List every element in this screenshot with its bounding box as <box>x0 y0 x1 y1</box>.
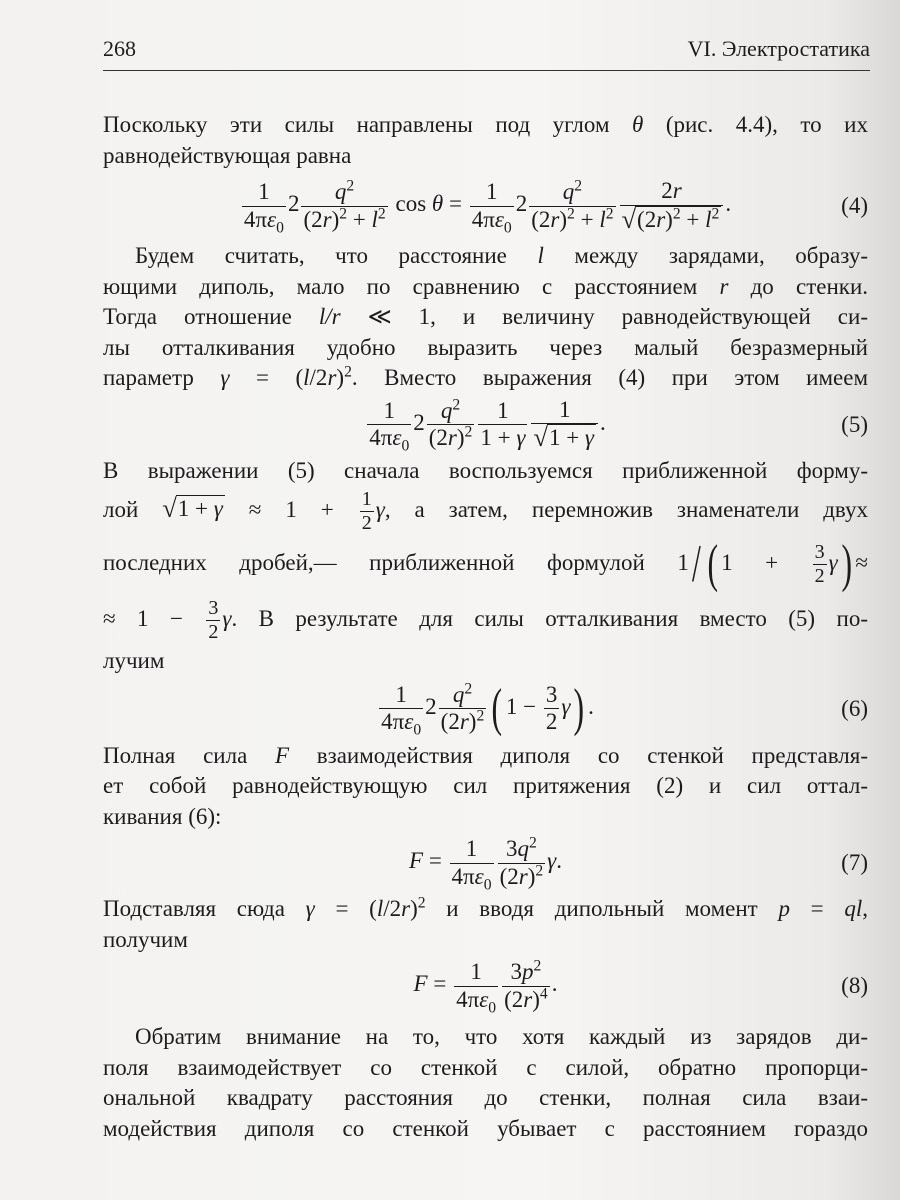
text-run: . <box>551 971 558 997</box>
math-symbol: θ <box>632 112 644 137</box>
subscript: 0 <box>483 876 492 894</box>
superscript: 2 <box>417 894 426 912</box>
text-run: cos <box>389 191 432 217</box>
numerator <box>451 679 474 708</box>
math-symbol: ε <box>404 709 414 734</box>
math-symbol: r <box>327 365 337 390</box>
page-number: 268 <box>103 36 136 61</box>
text-run: взаимодействия диполя со стенкой представля- <box>289 742 868 768</box>
subscript: 0 <box>503 219 512 237</box>
math-symbol: F <box>409 848 424 874</box>
superscript: 2 <box>377 204 386 222</box>
big-delimiter: / <box>691 535 701 594</box>
math-symbol: γ <box>213 496 223 521</box>
math-symbol: q <box>562 179 575 205</box>
text-run: 1 <box>395 681 407 707</box>
equation-7 <box>103 834 868 894</box>
math-symbol: r <box>447 425 457 450</box>
math-symbol: p <box>778 896 790 921</box>
text-run: 1 + <box>177 496 214 521</box>
text-run: . <box>725 191 732 217</box>
text-run: ет собой равнодействующую сил притяжения (2) и сил оттал- <box>103 773 868 798</box>
math-symbol: r <box>401 896 411 921</box>
radical-sign: √ <box>162 493 177 523</box>
math-symbol: q <box>517 836 529 862</box>
text-run: (2 <box>440 709 460 734</box>
math-symbol: γ <box>561 693 571 719</box>
text-run: (2 <box>637 206 657 232</box>
formula <box>409 834 562 894</box>
denominator <box>379 708 423 739</box>
denominator <box>367 424 411 455</box>
numerator <box>495 398 511 424</box>
denominator <box>439 708 487 735</box>
denominator <box>470 206 514 237</box>
text-run: между зарядами, образу- <box>543 243 868 268</box>
text-line <box>103 592 868 646</box>
text-run: 4π <box>471 206 495 232</box>
text-run: В выражении (5) сначала воспользуемся приближенной форму- <box>103 457 868 483</box>
radicand <box>176 495 225 521</box>
numerator <box>557 397 573 423</box>
square-root <box>621 203 722 234</box>
math-symbol: ε <box>494 206 504 232</box>
text-line <box>103 141 868 172</box>
text-run: 2 <box>661 178 673 204</box>
math-symbol: r <box>322 206 332 232</box>
text-run: Будем считать, что расстояние <box>135 243 538 268</box>
running-title: VI. Электростатика <box>687 36 870 61</box>
numerator <box>333 179 356 205</box>
denominator <box>301 206 387 233</box>
text-run: + <box>574 206 600 232</box>
text-run: ) <box>410 896 418 921</box>
text-run: ≈ <box>855 550 868 575</box>
text-line <box>103 925 868 956</box>
text-run: (рис. 4.4), то их <box>643 112 868 137</box>
text-run: 3 <box>814 541 825 564</box>
numerator <box>256 179 272 205</box>
subscript: 0 <box>413 721 422 739</box>
math-symbol: q <box>440 397 453 423</box>
text-run: 3 <box>208 597 219 620</box>
denominator <box>544 708 560 735</box>
text-run: (2 <box>303 206 323 232</box>
math-symbol: l <box>537 243 544 268</box>
paragraph <box>103 456 868 677</box>
big-delimiter: ( <box>707 535 718 594</box>
text-run: 3 <box>505 836 518 862</box>
text-run: ≈ 1 − <box>103 606 205 631</box>
numerator <box>468 959 484 985</box>
text-run: 2 <box>287 191 300 217</box>
numerator <box>484 179 500 205</box>
superscript: 2 <box>339 204 348 222</box>
text-run: . <box>588 693 594 719</box>
math-symbol: γ <box>375 497 385 522</box>
math-symbol: r <box>550 206 560 232</box>
fraction <box>470 179 514 237</box>
text-run: 1 <box>383 397 395 423</box>
math-symbol: q <box>334 179 347 205</box>
superscript: 2 <box>711 204 720 222</box>
math-symbol: r <box>672 178 682 204</box>
text-run: /2 <box>309 365 328 390</box>
radical-sign: √ <box>533 422 548 452</box>
fraction <box>379 681 423 739</box>
denominator <box>531 423 598 452</box>
fraction <box>813 541 827 588</box>
text-run: + <box>347 206 372 232</box>
math-symbol: ql <box>844 896 863 921</box>
text-run: 1 <box>470 959 482 985</box>
text-run: ≪ 1, и величину равнодействующей си- <box>340 304 868 329</box>
superscript: 2 <box>605 204 614 222</box>
text-run: (2 <box>531 206 551 232</box>
fraction <box>450 836 494 894</box>
text-run: лучим <box>103 648 165 673</box>
math-symbol: l/r <box>318 304 341 329</box>
denominator <box>498 863 546 890</box>
text-run: = ( <box>229 365 304 390</box>
math-symbol: r <box>518 863 528 889</box>
big-delimiter: ) <box>573 679 585 738</box>
text-run: , <box>862 896 868 921</box>
text-line <box>103 802 868 833</box>
paragraph <box>103 241 868 394</box>
math-symbol: θ <box>431 191 444 217</box>
text-line <box>103 302 868 333</box>
formula <box>413 957 558 1017</box>
superscript: 2 <box>464 679 473 697</box>
math-symbol: ε <box>267 206 277 232</box>
text-run: 4π <box>456 986 480 1012</box>
formula <box>240 177 732 237</box>
fraction <box>620 178 724 234</box>
text-line <box>103 1083 868 1114</box>
text-run: 1 <box>465 836 478 862</box>
math-symbol: ε <box>474 863 484 889</box>
text-run: 1 − <box>505 693 542 719</box>
text-line <box>103 771 868 802</box>
text-line <box>103 1053 868 1084</box>
text-run: . <box>600 409 606 435</box>
text-run: (2 <box>428 425 448 450</box>
numerator <box>508 959 543 985</box>
text-line <box>103 1022 868 1053</box>
text-run: ) <box>665 206 673 232</box>
text-run: 4π <box>243 206 268 232</box>
radicand <box>635 206 721 232</box>
text-run: = <box>427 971 453 997</box>
text-run: ) <box>468 709 477 734</box>
text-run: Обратим внимание на то, что хотя каждый из зарядов ди- <box>135 1024 868 1049</box>
math-symbol: γ <box>516 425 526 450</box>
text-run: Подставляя сюда <box>103 896 306 921</box>
text-run: 3 <box>510 959 522 985</box>
fraction <box>206 597 220 644</box>
fraction <box>478 398 527 452</box>
numerator <box>381 398 397 424</box>
text-run: 2 <box>814 565 825 588</box>
text-run: . В результате для силы отталкивания вместо (5) по- <box>231 606 868 631</box>
formula <box>377 679 594 739</box>
fraction <box>439 679 487 736</box>
math-symbol: r <box>656 206 666 232</box>
page-body <box>103 110 868 1144</box>
text-run: ) <box>527 863 536 889</box>
denominator <box>360 511 374 535</box>
text-run: ональной квадрату расстояния до стенки, полная сила взаи- <box>103 1085 868 1110</box>
fraction <box>544 682 560 736</box>
math-symbol: ε <box>392 425 402 450</box>
text-run: ющими диполь, мало по сравнению с расстоянием <box>103 273 720 299</box>
denominator <box>242 206 286 237</box>
math-symbol: l <box>303 365 310 390</box>
superscript: 2 <box>452 395 461 413</box>
text-run: кивания (6): <box>103 803 222 829</box>
superscript: 2 <box>346 177 355 195</box>
numerator <box>813 541 827 564</box>
text-run: ) <box>532 986 540 1012</box>
text-run: ) <box>331 206 340 232</box>
numerator <box>544 682 560 708</box>
text-run: 1 + <box>480 425 517 450</box>
fraction <box>367 397 411 455</box>
text-line <box>103 646 868 677</box>
math-symbol: q <box>452 681 465 707</box>
text-run: 2 <box>425 693 437 719</box>
text-line <box>103 1114 868 1145</box>
fraction <box>529 179 615 233</box>
denominator <box>620 205 724 234</box>
math-symbol: p <box>521 959 534 985</box>
big-delimiter: ) <box>841 535 852 594</box>
text-run: 2 <box>361 512 372 535</box>
text-run: получим <box>103 926 188 952</box>
text-run: (2 <box>499 863 519 889</box>
text-run: 3 <box>545 681 558 707</box>
equation-number: (5) <box>841 411 868 437</box>
text-run: последних дробей,— приближенной формулой 1 <box>103 550 689 575</box>
text-run: ) <box>456 425 465 450</box>
fraction <box>427 395 475 452</box>
fraction <box>498 836 546 890</box>
superscript: 2 <box>574 177 583 195</box>
text-line <box>103 741 868 772</box>
subscript: 0 <box>276 219 284 237</box>
superscript: 2 <box>533 957 542 975</box>
text-line <box>103 110 868 141</box>
paragraph <box>103 894 868 955</box>
text-run: = <box>789 896 845 921</box>
text-run: равнодействующая равна <box>103 142 352 168</box>
numerator <box>206 597 220 620</box>
text-run: ) <box>336 365 345 390</box>
equation-8 <box>103 957 868 1017</box>
text-run: 4π <box>369 425 393 450</box>
numerator <box>659 178 683 204</box>
math-symbol: l <box>376 896 384 921</box>
text-run: = <box>443 191 468 217</box>
math-symbol: γ <box>547 848 557 874</box>
denominator <box>529 206 615 233</box>
subscript: 0 <box>488 999 497 1017</box>
equation-6 <box>103 680 868 738</box>
equation-5 <box>103 397 868 453</box>
math-symbol: ε <box>479 986 489 1012</box>
text-line <box>103 272 868 303</box>
math-symbol: r <box>523 986 533 1012</box>
text-line <box>103 363 868 394</box>
math-symbol: r <box>459 709 469 734</box>
numerator <box>561 179 584 205</box>
text-run: 4π <box>381 709 405 734</box>
text-run: , а затем, перемножив знаменатели двух <box>384 497 868 522</box>
text-run: Поскольку эти силы направлены под углом <box>103 112 633 137</box>
text-run: 1 <box>258 179 270 205</box>
fraction <box>531 397 598 453</box>
text-run: 1 + <box>721 550 811 575</box>
text-line <box>103 486 868 534</box>
text-run: и вводя дипольный момент <box>425 896 779 921</box>
text-run: ≈ 1 + <box>224 497 358 522</box>
text-line <box>103 894 868 925</box>
fraction <box>454 959 498 1017</box>
denominator <box>450 863 494 894</box>
radicand <box>547 424 596 450</box>
numerator <box>360 488 374 511</box>
numerator <box>504 836 539 862</box>
fraction <box>242 179 286 237</box>
text-run: 2 <box>515 191 528 217</box>
text-run: 2 <box>545 709 558 734</box>
text-run: лой <box>103 497 163 522</box>
superscript: 4 <box>539 984 548 1002</box>
paragraph <box>103 741 868 833</box>
text-run: . Вместо выражения (4) при этом имеем <box>351 365 868 390</box>
paragraph <box>103 110 868 171</box>
fraction <box>360 488 374 535</box>
equation-number: (7) <box>841 850 868 875</box>
denominator <box>813 564 827 588</box>
text-run: лы отталкивания удобно выразить через малый безразмерный <box>103 334 868 360</box>
math-symbol: γ <box>584 425 594 450</box>
math-symbol: γ <box>828 550 838 575</box>
text-run: /2 <box>383 896 402 921</box>
superscript: 2 <box>567 204 575 222</box>
text-run: 1 <box>485 179 498 205</box>
text-run: до стенки. <box>728 273 869 299</box>
equation-number: (8) <box>841 973 868 998</box>
math-symbol: γ <box>305 896 315 921</box>
equation-4 <box>103 175 868 237</box>
text-run: 1 <box>361 488 372 511</box>
denominator <box>502 986 550 1013</box>
paragraph <box>103 1022 868 1144</box>
text-run: 2 <box>208 621 219 644</box>
text-line <box>103 534 868 592</box>
square-root <box>162 495 225 521</box>
text-run: ) <box>559 206 568 232</box>
text-run: поля взаимодействует со стенкой с силой, обратно пропорци- <box>103 1054 868 1080</box>
superscript: 2 <box>476 707 485 725</box>
math-symbol: l <box>599 206 606 232</box>
text-line <box>103 333 868 364</box>
text-run: 2 <box>413 409 425 435</box>
text-run: модействия диполя со стенкой убывает с расстоянием гораздо <box>103 1115 868 1141</box>
denominator <box>206 620 220 644</box>
text-line <box>103 456 868 487</box>
formula <box>365 397 606 453</box>
superscript: 2 <box>344 363 352 381</box>
equation-number: (4) <box>841 193 868 218</box>
superscript: 2 <box>528 834 537 852</box>
text-run: (2 <box>504 986 524 1012</box>
denominator <box>427 424 475 451</box>
square-root <box>533 424 596 450</box>
math-symbol: l <box>705 206 712 232</box>
math-symbol: γ <box>220 365 230 390</box>
text-run: 4π <box>451 863 475 889</box>
math-symbol: l <box>371 206 378 232</box>
text-run: = ( <box>314 896 377 921</box>
numerator <box>464 836 480 862</box>
math-symbol: γ <box>222 606 232 631</box>
text-run: параметр <box>103 365 221 390</box>
text-line <box>103 241 868 272</box>
superscript: 2 <box>464 423 473 441</box>
math-symbol: F <box>275 742 290 768</box>
text-run: Тогда отношение <box>103 304 319 329</box>
equation-number: (6) <box>841 695 868 721</box>
text-run: 1 + <box>548 425 585 450</box>
numerator <box>439 395 462 424</box>
text-run: = <box>423 848 448 874</box>
math-symbol: F <box>413 971 428 997</box>
text-run: . <box>556 848 562 874</box>
denominator <box>454 986 498 1017</box>
page-header <box>103 34 870 71</box>
text-run: 1 <box>558 396 571 422</box>
big-delimiter: ( <box>491 679 503 738</box>
text-run: 1 <box>497 397 509 423</box>
math-symbol: r <box>719 273 729 299</box>
superscript: 2 <box>535 861 544 879</box>
fraction <box>502 959 550 1013</box>
subscript: 0 <box>401 437 410 455</box>
radical-sign: √ <box>621 203 637 234</box>
fraction <box>301 179 387 233</box>
text-run: + <box>680 206 706 232</box>
numerator <box>393 682 409 708</box>
denominator <box>478 424 527 451</box>
text-run: Полная сила <box>103 742 275 768</box>
superscript: 2 <box>672 204 681 222</box>
